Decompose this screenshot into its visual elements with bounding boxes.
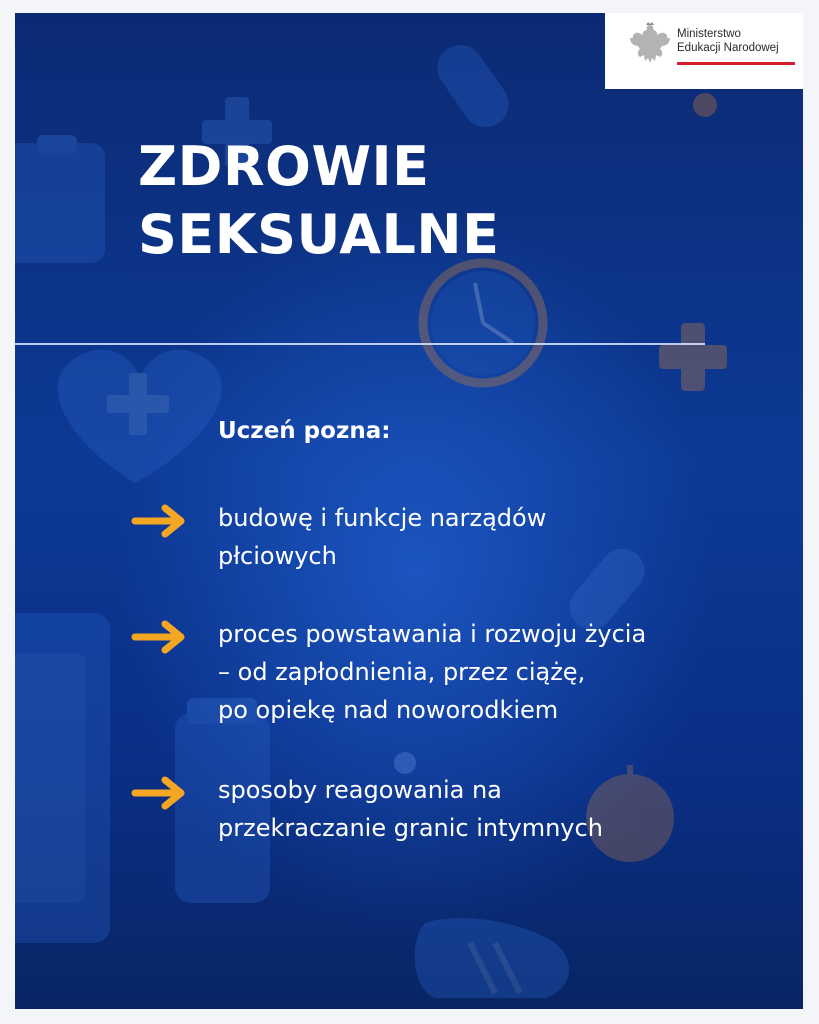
divider [15, 343, 705, 345]
info-card [15, 13, 803, 1009]
ministry-logo[interactable] [605, 13, 803, 89]
clipboard-icon [15, 135, 105, 263]
section-subtitle: Uczeń pozna: [218, 418, 391, 444]
list-item-line: – od zapłodnienia, przez ciążę, [218, 658, 586, 686]
list-item-text [218, 771, 603, 847]
polish-eagle-emblem-icon [627, 21, 673, 67]
list-item-line: płciowych [218, 542, 337, 570]
arrow-right-icon [131, 619, 191, 655]
clipboard-icon [15, 613, 110, 943]
list-item-text [218, 499, 546, 575]
page-title-line2: SEKSUALNE [138, 203, 500, 266]
dot-icon [693, 93, 717, 117]
shoe-icon [415, 918, 569, 998]
heart-icon [58, 350, 222, 483]
pill-icon [428, 36, 517, 136]
list-item-line: po opiekę nad noworodkiem [218, 696, 559, 724]
ministry-name-line1: Ministerstwo [677, 28, 741, 40]
arrow-right-icon [131, 503, 191, 539]
arrow-right-icon [131, 775, 191, 811]
page-title [138, 133, 500, 269]
list-item-line: proces powstawania i rozwoju życia [218, 620, 647, 648]
list-item-line: przekraczanie granic intymnych [218, 814, 603, 842]
page-title-line1: ZDROWIE [138, 135, 430, 198]
ministry-name [677, 27, 779, 55]
logo-accent-line [677, 62, 795, 65]
ministry-name-line2: Edukacji Narodowej [677, 42, 779, 54]
clock-icon [423, 263, 543, 383]
list-item-text [218, 615, 646, 729]
list-item-line: sposoby reagowania na [218, 776, 502, 804]
list-item-line: budowę i funkcje narządów [218, 504, 547, 532]
plus-icon [659, 323, 727, 391]
